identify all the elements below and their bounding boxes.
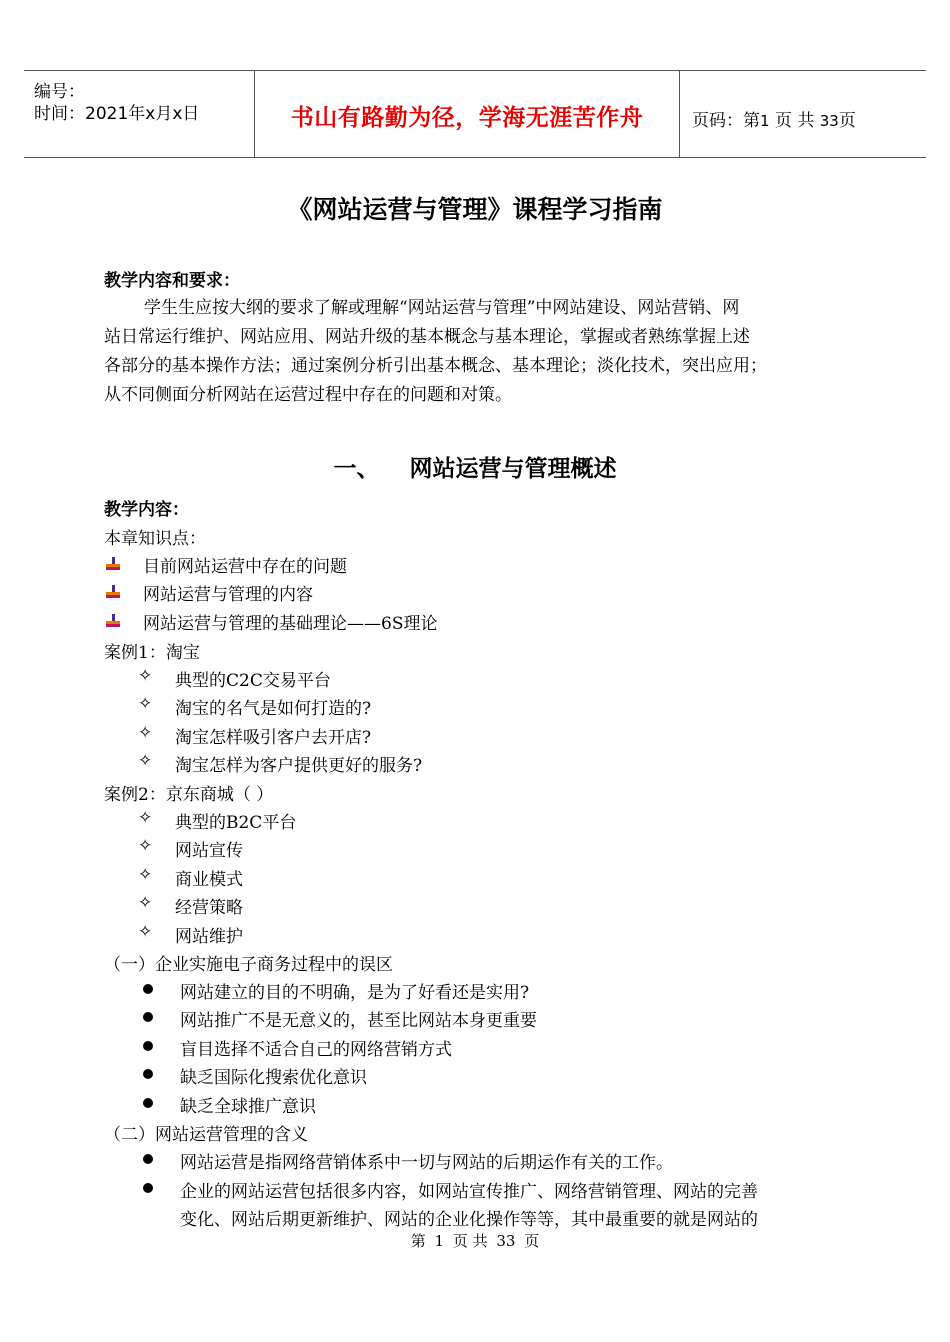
intro-paragraph — [104, 294, 864, 410]
point-item: 网站运营与管理的基础理论——6S理论 — [143, 614, 438, 634]
intro-line: 从不同侧面分析网站在运营过程中存在的问题和对策。 — [104, 385, 512, 405]
square-bullet-icon — [106, 585, 120, 599]
header-table — [24, 70, 926, 158]
page-footer — [0, 1230, 950, 1251]
page-mid: 页 共 — [774, 111, 815, 131]
square-bullet-icon — [106, 557, 120, 571]
header-meta — [34, 81, 199, 125]
sub1-label: （一）企业实施电子商务过程中的误区 — [104, 955, 393, 975]
diamond-bullet-icon: ✧ — [138, 694, 153, 714]
dot-bullet-icon — [143, 1098, 153, 1108]
case1-item: 淘宝怎样吸引客户去开店? — [175, 728, 372, 748]
case1-item: 淘宝怎样为客户提供更好的服务? — [175, 756, 423, 776]
sub1-item: 网站推广不是无意义的，甚至比网站本身更重要 — [180, 1011, 537, 1031]
case2-item: 商业模式 — [175, 870, 243, 890]
diamond-bullet-icon: ✧ — [138, 922, 153, 942]
points-label: 本章知识点： — [104, 529, 206, 549]
content-heading: 教学内容： — [104, 500, 189, 520]
chapter-heading — [0, 450, 950, 483]
dot-bullet-icon — [143, 984, 153, 994]
sub2-item-line: 变化、网站后期更新维护、网站的企业化操作等等，其中最重要的就是网站的 — [180, 1210, 758, 1230]
case2-item: 典型的B2C平台 — [175, 813, 297, 833]
square-bullet-icon — [106, 614, 120, 628]
diamond-bullet-icon: ✧ — [138, 865, 153, 885]
header-divider — [679, 71, 680, 157]
sub2-item: 网站运营是指网络营销体系中一切与网站的后期运作有关的工作。 — [180, 1153, 673, 1173]
dot-bullet-icon — [143, 1154, 153, 1164]
dot-bullet-icon — [143, 1069, 153, 1079]
intro-line: 各部分的基本操作方法；通过案例分析引出基本概念、基本理论；淡化技术，突出应用； — [104, 356, 767, 376]
point-item: 网站运营与管理的内容 — [143, 585, 313, 605]
case1-label: 案例1：淘宝 — [104, 643, 200, 663]
case1-item: 淘宝的名气是如何打造的? — [175, 699, 372, 719]
case2-item: 网站宣传 — [175, 841, 243, 861]
dot-bullet-icon — [143, 1012, 153, 1022]
intro-heading: 教学内容和要求： — [104, 271, 240, 291]
point-item: 目前网站运营中存在的问题 — [143, 557, 347, 577]
case2-item: 经营策略 — [175, 898, 243, 918]
sub2-item-line: 企业的网站运营包括很多内容，如网站宣传推广、网络营销管理、网站的完善 — [180, 1182, 758, 1202]
page-end: 页 — [838, 111, 856, 131]
case2-item: 网站维护 — [175, 927, 243, 947]
sub1-item: 缺乏全球推广意识 — [180, 1097, 316, 1117]
page-label: 页码：第 — [692, 111, 760, 131]
header-page-info — [692, 106, 856, 131]
chapter-number: 一、 — [333, 456, 380, 482]
footer-end: 页 — [524, 1232, 540, 1250]
sub1-item: 网站建立的目的不明确，是为了好看还是实用? — [180, 983, 530, 1003]
diamond-bullet-icon: ✧ — [138, 808, 153, 828]
intro-line: 学生生应按大纲的要求了解或理解“网站运营与管理”中网站建设、网站营销、网 — [144, 298, 740, 318]
diamond-bullet-icon: ✧ — [138, 666, 153, 686]
footer-pre: 第 — [410, 1232, 426, 1250]
document-title: 《网站运营与管理》课程学习指南 — [287, 195, 663, 224]
dot-bullet-icon — [143, 1041, 153, 1051]
footer-num: 1 — [434, 1232, 445, 1250]
footer-mid: 页 共 — [452, 1232, 488, 1250]
diamond-bullet-icon: ✧ — [138, 836, 153, 856]
chapter-title: 网站运营与管理概述 — [409, 456, 617, 482]
time-label: 时间：2021年x月x日 — [34, 104, 200, 124]
sub2-label: （二）网站运营管理的含义 — [104, 1125, 308, 1145]
number-label: 编号： — [34, 82, 85, 102]
footer-total: 33 — [496, 1232, 516, 1250]
diamond-bullet-icon: ✧ — [138, 893, 153, 913]
intro-line: 站日常运行维护、网站应用、网站升级的基本概念与基本理论，掌握或者熟练掌握上述 — [104, 327, 750, 347]
page-number: 1 — [760, 112, 770, 130]
sub1-item: 缺乏国际化搜索优化意识 — [180, 1068, 367, 1088]
diamond-bullet-icon: ✧ — [138, 751, 153, 771]
case1-item: 典型的C2C交易平台 — [175, 671, 331, 691]
case2-label: 案例2：京东商城（ ） — [104, 785, 274, 805]
dot-bullet-icon — [143, 1183, 153, 1193]
sub1-item: 盲目选择不适合自己的网络营销方式 — [180, 1040, 452, 1060]
page-total: 33 — [819, 112, 839, 130]
header-motto: 书山有路勤为径，学海无涯苦作舟 — [290, 105, 644, 131]
diamond-bullet-icon: ✧ — [138, 723, 153, 743]
